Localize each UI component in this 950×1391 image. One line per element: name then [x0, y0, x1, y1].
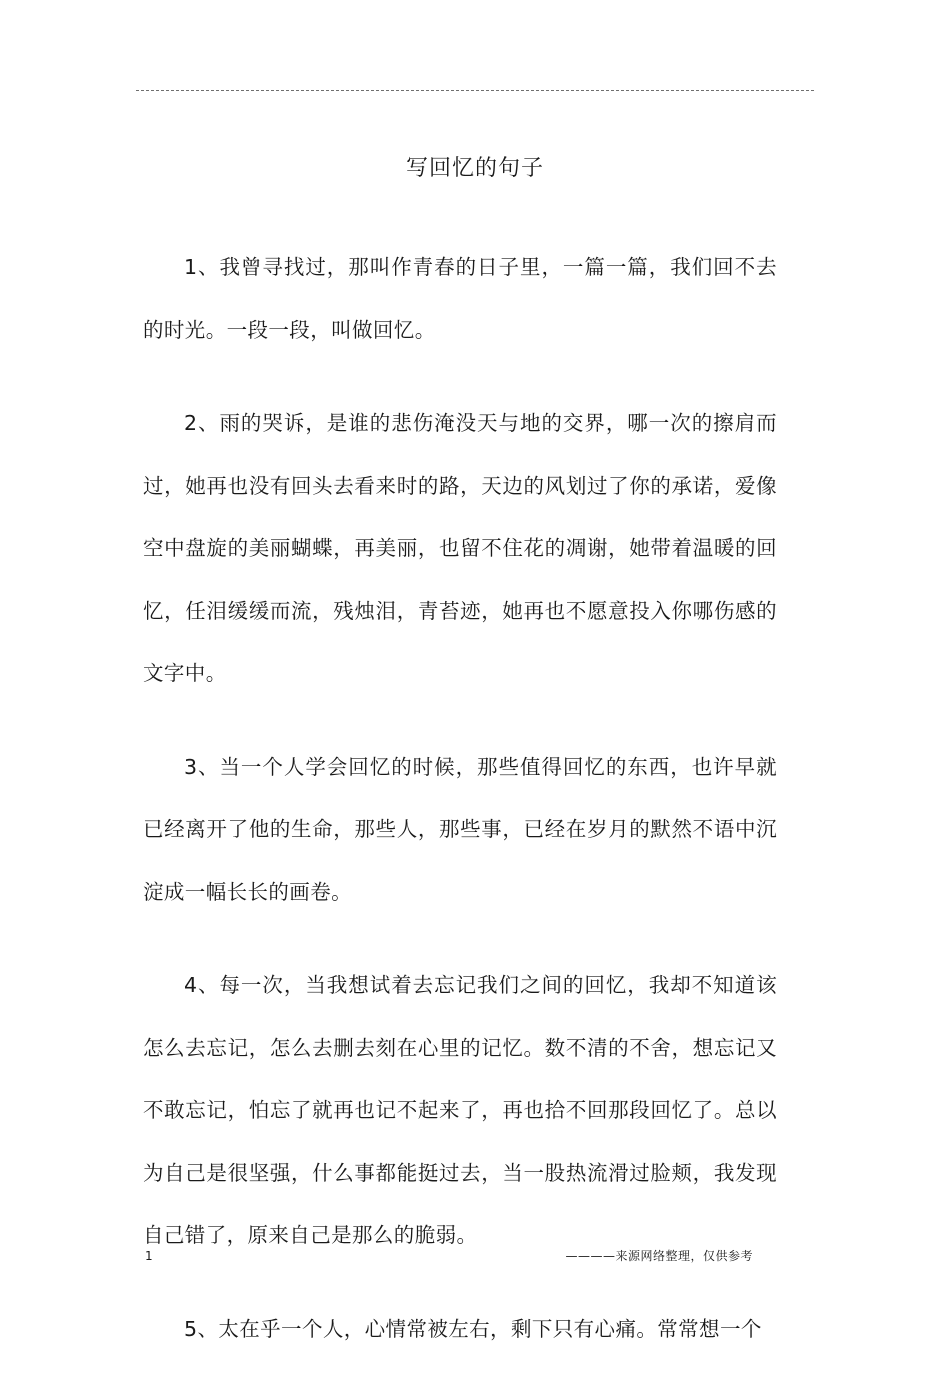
- paragraph-1: 1、我曾寻找过，那叫作青春的日子里，一篇一篇，我们回不去的时光。一段一段，叫做回忆。: [143, 255, 777, 342]
- paragraph-4: 4、每一次，当我想试着去忘记我们之间的回忆，我却不知道该怎么去忘记，怎么去删去刻在心里的记忆。数不清的不舍，想忘记又不敢忘记，怕忘了就再也记不起来了，再也拾不回那段回忆了。总以为自己是很坚强，什么事都能挺过去，当一股热流滑过脸颊，我发现自己错了，原来自己是那么的脆弱。: [143, 973, 777, 1247]
- document-title: 写回忆的句子: [405, 156, 544, 181]
- source-note: ————来源网络整理，仅供参考: [565, 1249, 753, 1263]
- paragraph-5: 5、太在乎一个人，心情常被左右，剩下只有心痛。常常想一个: [184, 1316, 762, 1341]
- document-body: [143, 236, 777, 1391]
- header-divider: [136, 90, 814, 91]
- paragraph-2: 2、雨的哭诉，是谁的悲伤淹没天与地的交界，哪一次的擦肩而过，她再也没有回头去看来时的路，天边的风划过了你的承诺，爱像空中盘旋的美丽蝴蝶，再美丽，也留不住花的凋谢，她带着温暖的回忆，任泪缓缓而流，残烛泪，青苔迹，她再也不愿意投入你哪伤感的文字中。: [143, 411, 777, 685]
- page-number: 1: [145, 1249, 153, 1263]
- paragraph-3: 3、当一个人学会回忆的时候，那些值得回忆的东西，也许早就已经离开了他的生命，那些人，那些事，已经在岁月的默然不语中沉淀成一幅长长的画卷。: [143, 754, 777, 904]
